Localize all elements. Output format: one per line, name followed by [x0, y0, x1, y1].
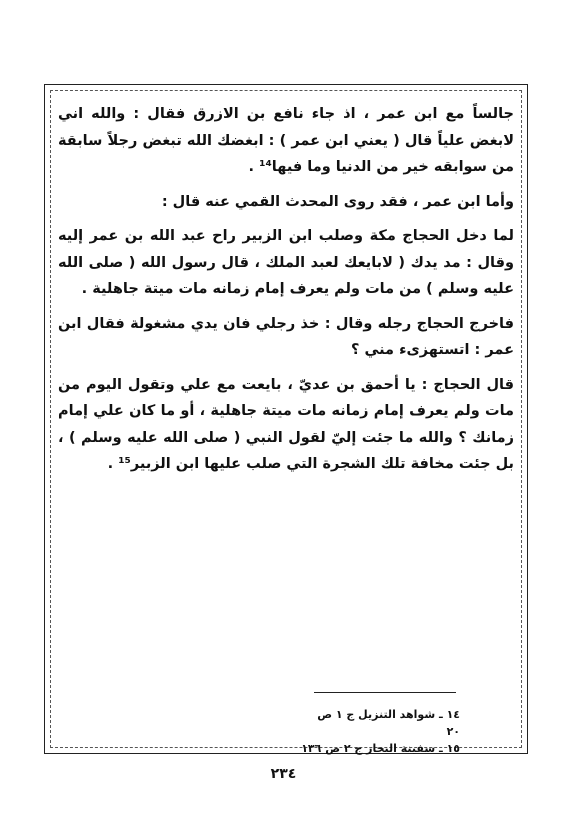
footnote-14: ١٤ ـ شواهد التنزيل ج ١ ص ٢٠ — [317, 708, 460, 738]
paragraph-5: قال الحجاج : يا أحمق بن عديّ ، بايعت مع علي وتقول اليوم من مات ولم يعرف إمام زمانه مات ميتة جاهلية ، أو ما كان علي إمام زمانك ؟ والله ما جئت إليّ لقول النبي ( صلى الله عليه وسلم ) ، بل جئت مخافة تلك الشجرة التي صلب عليها ابن الزبير¹⁵ . — [58, 376, 514, 472]
page-number: ٢٣٤ — [270, 766, 297, 782]
paragraph-3: لما دخل الحجاج مكة وصلب ابن الزبير راح عبد الله بن عمر إليه وقال : مد يدك ( لابايعك لعبد الملك ، قال رسول الله ( صلى الله عليه وسلم ) من مات ولم يعرف إمام زمانه مات ميتة جاهلية . — [58, 228, 514, 297]
footnote-separator — [314, 692, 456, 693]
main-text — [58, 101, 514, 478]
footnotes — [300, 706, 460, 757]
paragraph-2: وأما ابن عمر ، فقد روى المحدث القمي عنه قال : — [161, 193, 514, 210]
paragraph-4: فاخرج الحجاج رجله وقال : خذ رجلي فان يدي مشغولة فقال ابن عمر : اتستهزىء مني ؟ — [58, 315, 514, 358]
footnote-15: ١٥ ـ سفينة البحار ج ٢ ص ١٣٦ — [301, 742, 460, 755]
paragraph-1: جالساً مع ابن عمر ، اذ جاء نافع بن الازرق فقال : والله اني لابغض علياً قال ( يعني ابن عمر ) : ابغضك الله تبغض رجلاً سابقة من سوابقه خير من الدنيا وما فيها¹⁴ . — [58, 106, 514, 175]
